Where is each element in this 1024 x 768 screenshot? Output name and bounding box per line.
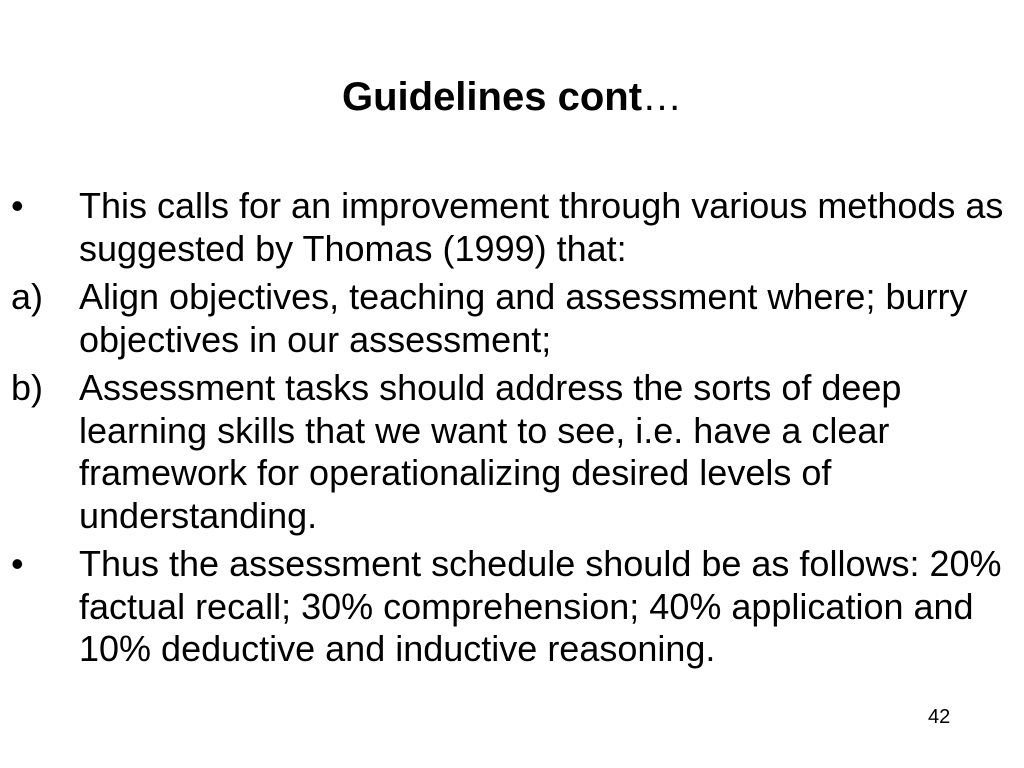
page-number: 42 [928, 706, 951, 728]
bullet-marker: a) [11, 276, 44, 317]
bullet-list [0, 185, 1024, 677]
bullet-text: Thus the assessment schedule should be as follows: 20% factual recall; 30% comprehension; 40% application and 10% deductive and inductive reasoning. [79, 543, 1002, 669]
bullet-text: This calls for an improvement through various methods as suggested by Thomas (1999) that: [79, 185, 1004, 269]
list-item [0, 367, 1024, 537]
bullet-marker: • [11, 185, 24, 226]
slide-title-text: Guidelines cont [341, 75, 643, 119]
list-item [0, 276, 1024, 361]
bullet-marker: b) [11, 367, 44, 408]
slide-title-ellipsis: … [642, 75, 683, 119]
bullet-marker: • [11, 543, 24, 584]
list-item [0, 543, 1024, 671]
slide-title [0, 74, 1024, 120]
bullet-text: Assessment tasks should address the sorts of deep learning skills that we want to see, i.e. have a clear framework for operationalizing desired levels of understanding. [79, 367, 902, 536]
list-item [0, 185, 1024, 270]
bullet-text: Align objectives, teaching and assessment where; burry objectives in our assessment; [79, 276, 968, 360]
